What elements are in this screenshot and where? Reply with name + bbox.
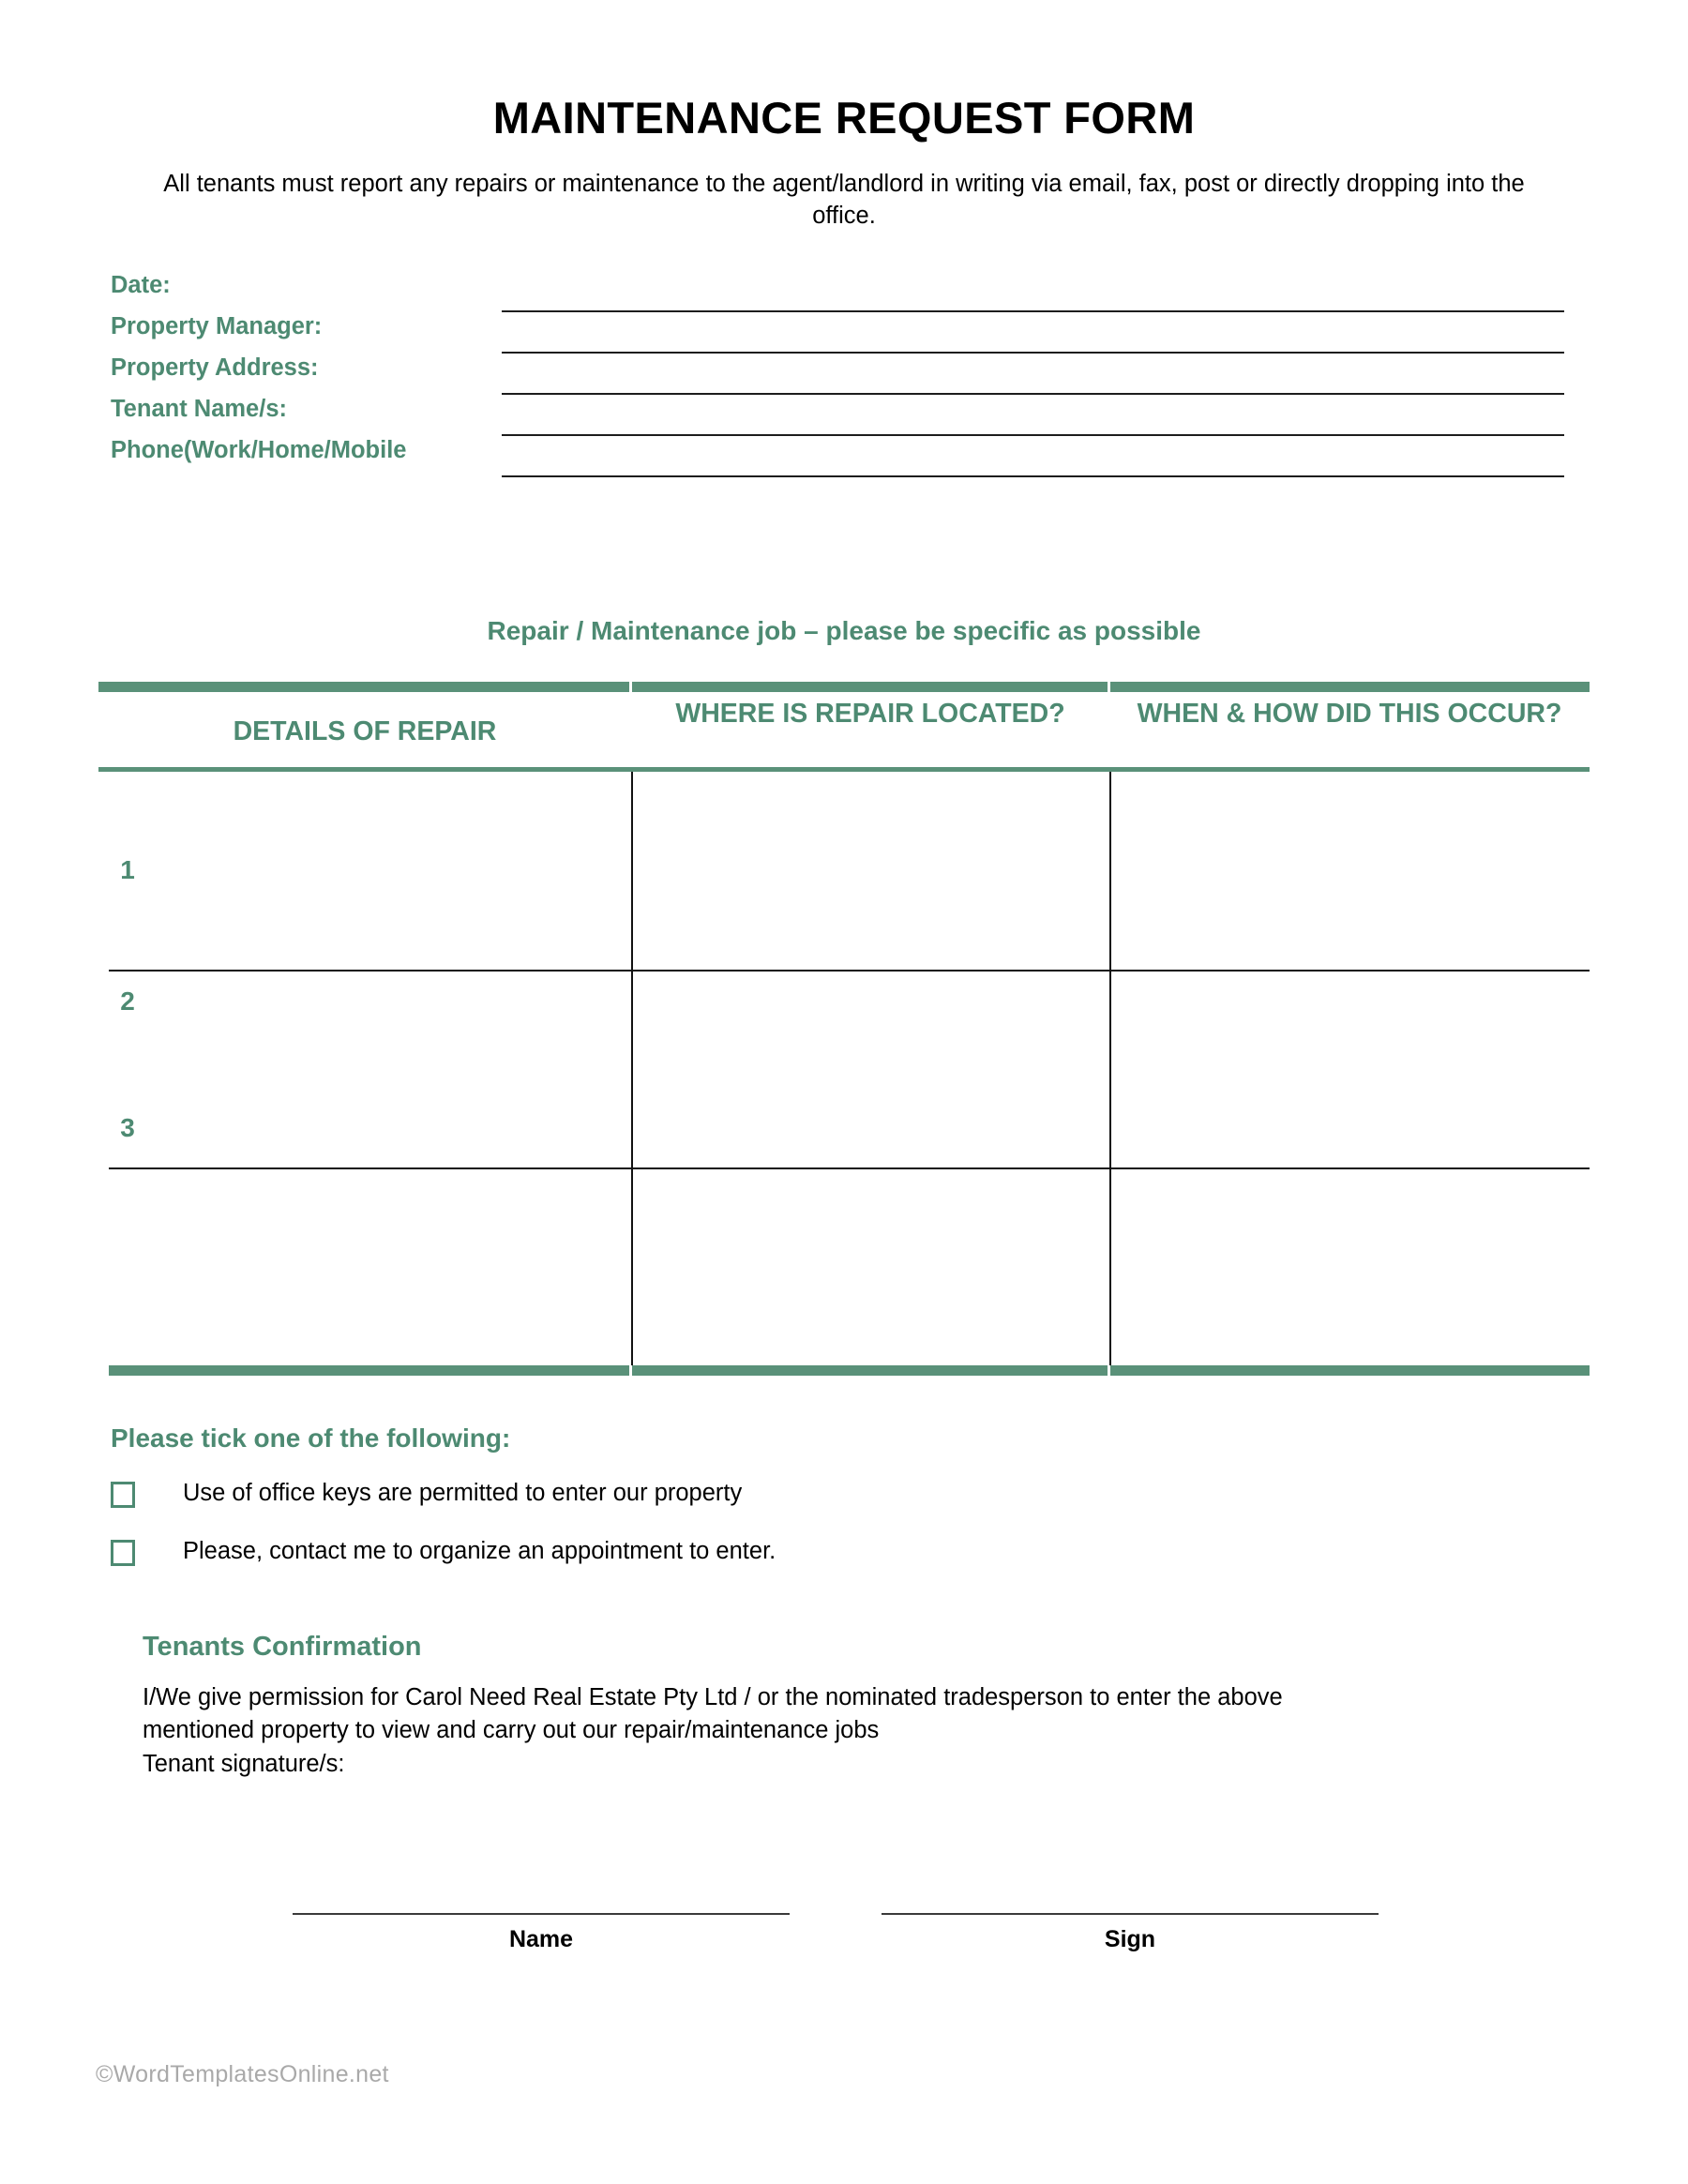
field-label-property-address: Property Address: (111, 354, 319, 381)
table-cell-location-2[interactable] (631, 972, 1109, 1167)
signature-block-sign (882, 1913, 1379, 1979)
tenants-confirmation-body (143, 1681, 1474, 1781)
table-cell-location-1[interactable] (631, 772, 1109, 970)
footer-watermark: ©WordTemplatesOnline.net (96, 2061, 389, 2087)
table-row-number: 2 (120, 987, 135, 1016)
signature-input-sign[interactable] (882, 1913, 1379, 1915)
field-input-property-manager[interactable] (502, 352, 1564, 354)
table-cell-details-3[interactable] (109, 1169, 631, 1365)
checkbox-office-keys[interactable] (111, 1482, 135, 1508)
signature-label-sign: Sign (1104, 1926, 1156, 1952)
table-bottom-bar (109, 1365, 1590, 1376)
page-title: MAINTENANCE REQUEST FORM (492, 93, 1196, 143)
table-bottom-bar-seam-2 (1108, 1365, 1110, 1376)
field-input-phone[interactable] (502, 475, 1564, 477)
tick-option-label: Please, contact me to organize an appointment to enter. (183, 1538, 776, 1564)
table-cell-when-how-3[interactable] (1109, 1169, 1590, 1365)
table-top-bar-seam-2 (1108, 682, 1110, 692)
field-row-phone (0, 437, 1688, 497)
table-cell-details-2[interactable] (109, 972, 631, 1167)
field-label-property-manager: Property Manager: (111, 313, 323, 339)
tenant-details-fieldset (0, 272, 1688, 572)
tick-option-label: Use of office keys are permitted to enter our property (183, 1480, 743, 1506)
table-column-header-details: DETAILS OF REPAIR (233, 716, 497, 746)
table-top-bar (98, 682, 1590, 692)
signature-input-name[interactable] (293, 1913, 790, 1915)
confirmation-line-1: I/We give permission for Carol Need Real Estate Pty Ltd / or the nominated tradesperson to enter the above (143, 1684, 1283, 1710)
table-cell-when-how-1[interactable] (1109, 772, 1590, 970)
field-input-tenant-names[interactable] (502, 434, 1564, 436)
table-row-number: 3 (120, 1113, 135, 1142)
table-bottom-bar-seam-1 (629, 1365, 632, 1376)
repair-details-table (98, 682, 1590, 1376)
field-label-date: Date: (111, 272, 171, 298)
repair-section-heading: Repair / Maintenance job – please be specific as possible (487, 616, 1201, 645)
table-cell-location-3[interactable] (631, 1169, 1109, 1365)
table-cell-details-1[interactable] (109, 772, 631, 970)
field-input-date[interactable] (502, 310, 1564, 312)
tick-section-heading: Please tick one of the following: (111, 1423, 511, 1453)
checkbox-appointment[interactable] (111, 1540, 135, 1566)
field-label-phone: Phone(Work/Home/Mobile (111, 437, 407, 463)
table-cell-when-how-2[interactable] (1109, 972, 1590, 1167)
table-row-number: 1 (120, 855, 135, 884)
signature-label-name: Name (508, 1926, 574, 1952)
table-column-header-when-how: WHEN & HOW DID THIS OCCUR? (1137, 699, 1562, 729)
tenants-confirmation-heading: Tenants Confirmation (143, 1632, 422, 1662)
signature-block-name (293, 1913, 790, 1979)
confirmation-line-3: Tenant signature/s: (143, 1750, 345, 1777)
table-top-bar-seam-1 (629, 682, 632, 692)
table-column-header-location: WHERE IS REPAIR LOCATED? (675, 699, 1065, 729)
field-input-property-address[interactable] (502, 393, 1564, 395)
form-instructions: All tenants must report any repairs or maintenance to the agent/landlord in writing via email, fax, post or directly dropping into the office. (163, 171, 1525, 229)
field-label-tenant-names: Tenant Name/s: (111, 396, 287, 422)
confirmation-line-2: mentioned property to view and carry out our repair/maintenance jobs (143, 1717, 880, 1744)
